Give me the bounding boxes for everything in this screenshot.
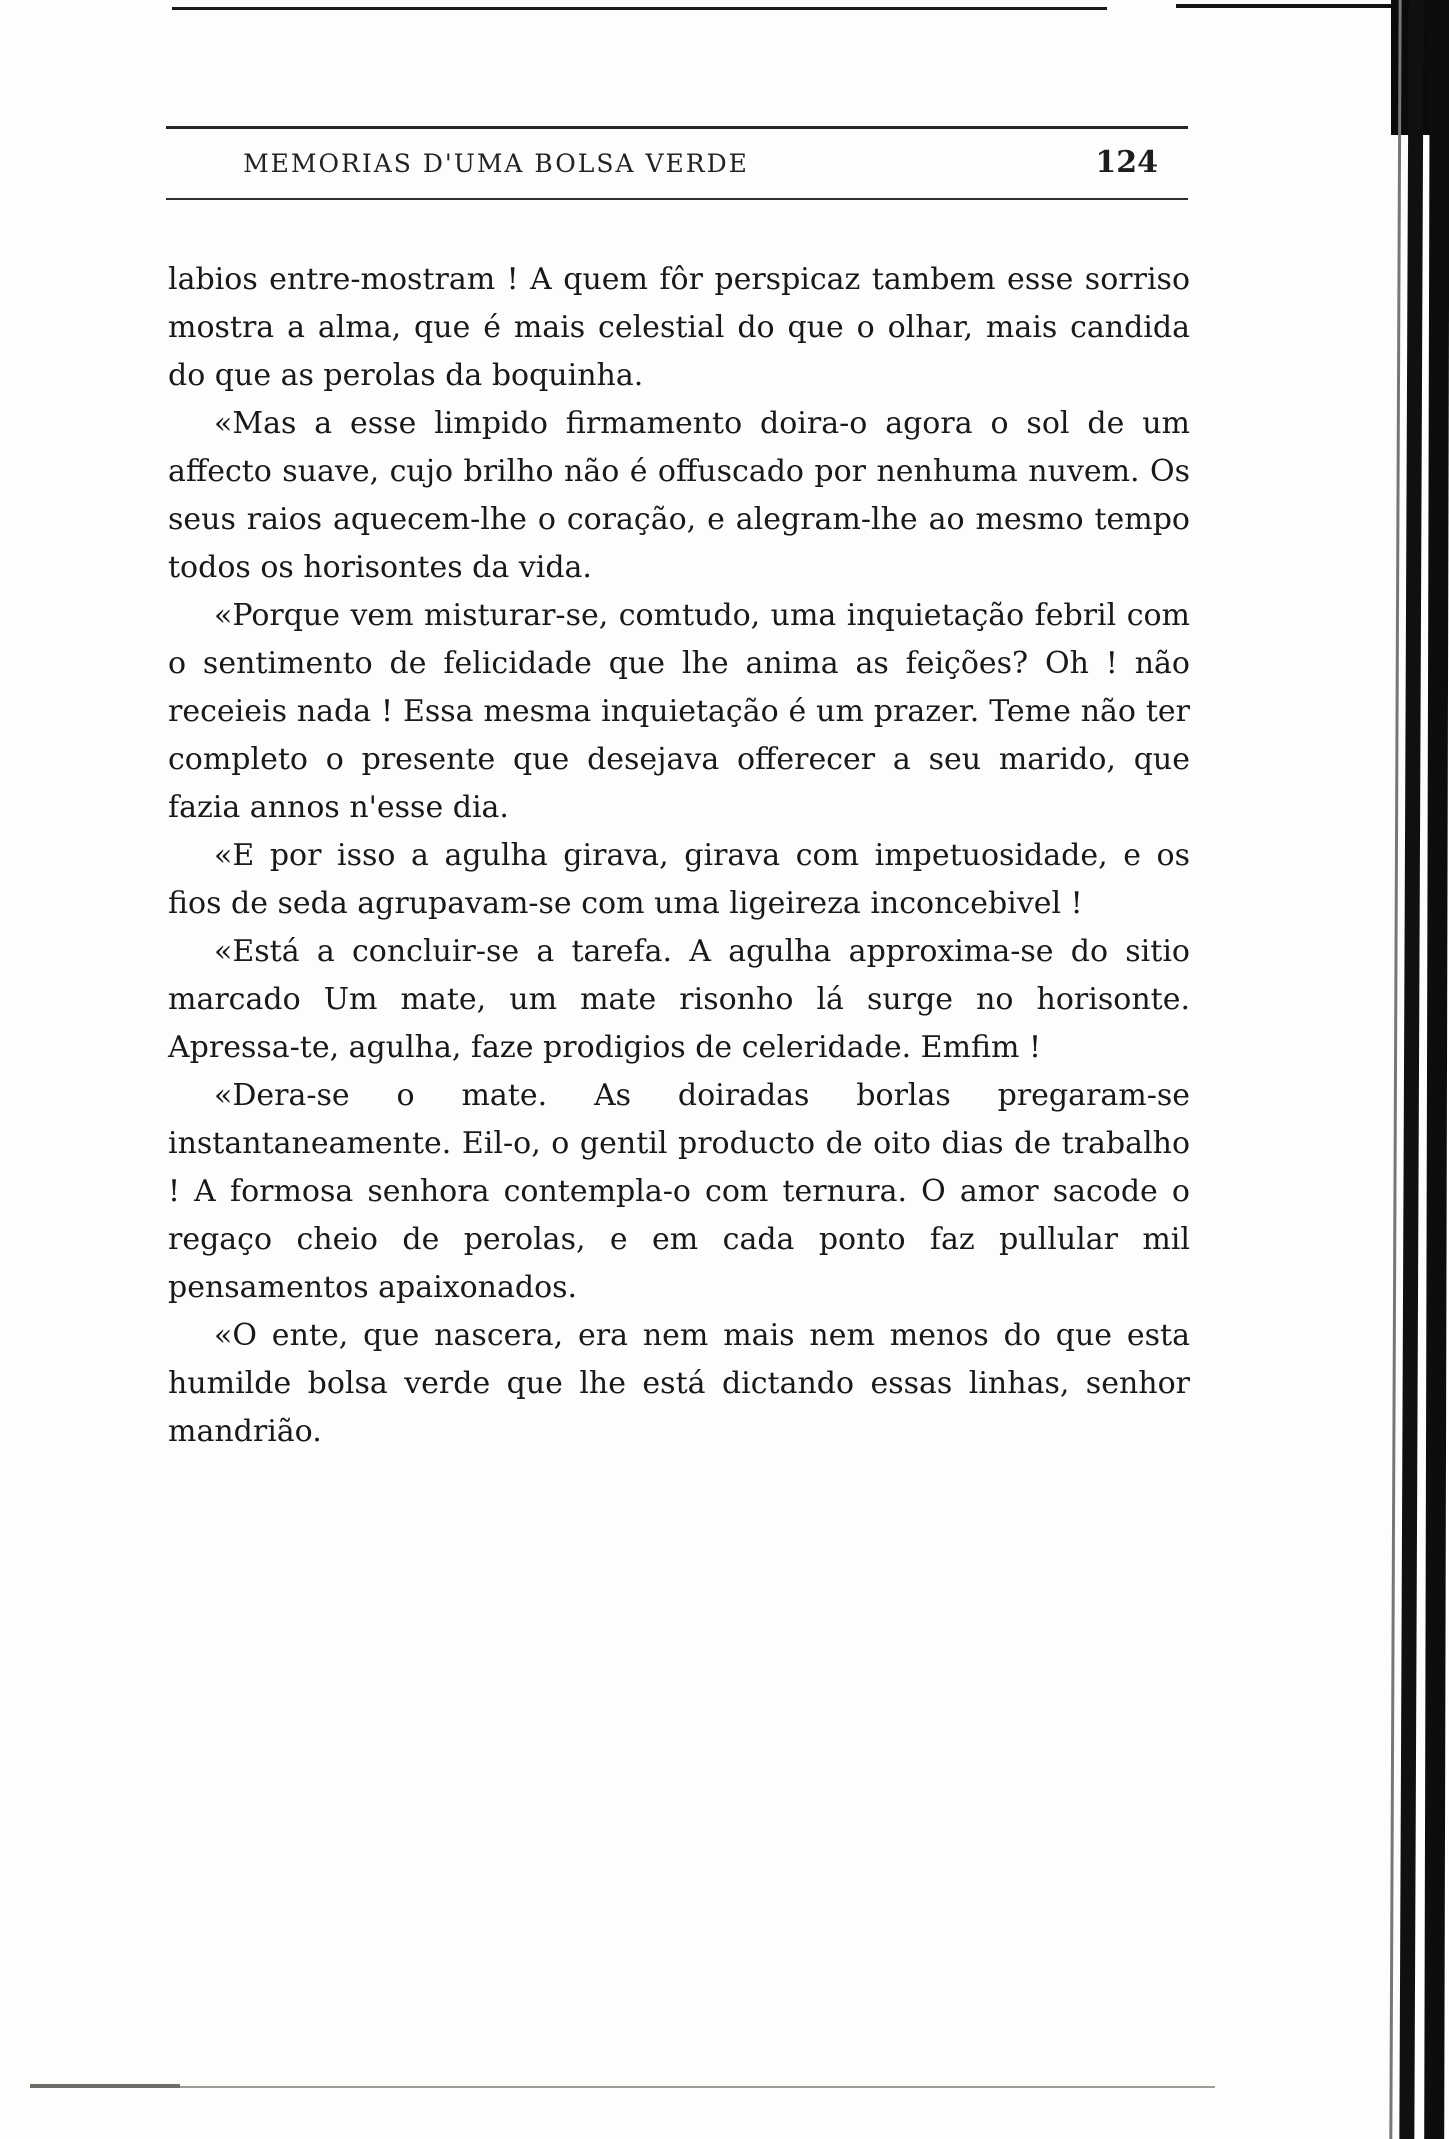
paragraph: «O ente, que nascera, era nem mais nem menos do que esta humilde bolsa verde que lhe está dictando essas linhas, senhor mandrião. (168, 1318, 1190, 1449)
paragraph: labios entre-mostram ! A quem fôr perspicaz tambem esse sorriso mostra a alma, que é mais celestial do que o olhar, mais candida do que as perolas da boquinha. (168, 262, 1190, 393)
scan-bottom-edge-line (30, 2086, 1215, 2088)
paragraph: «Dera-se o mate. As doiradas borlas pregaram-se instantaneamente. Eil-o, o gentil producto de oito dias de trabalho ! A formosa senhora contempla-o com ternura. O amor sacode o regaço cheio de perolas, e em cada ponto faz pullular mil pensamentos apaixonados. (168, 1078, 1190, 1305)
paragraph: «Porque vem misturar-se, comtudo, uma inquietação febril com o sentimento de felicidade que lhe anima as feições? Oh ! não receieis nada ! Essa mesma inquietação é um prazer. Teme não ter completo o presente que desejava offerecer a seu marido, que fazia annos n'esse dia. (168, 598, 1190, 825)
binding-shadow-outer (1424, 0, 1449, 2139)
paragraph: «E por isso a agulha girava, girava com impetuosidade, e os fios de seda agrupavam-se com uma ligeireza inconcebivel ! (168, 838, 1190, 921)
header-rule-bottom (166, 198, 1188, 200)
page-number: 124 (1095, 145, 1158, 180)
scan-top-edge-line (172, 7, 1107, 10)
book-title: MEMORIAS D'UMA BOLSA VERDE (243, 149, 749, 178)
scan-bottom-edge-dark (30, 2084, 180, 2088)
paragraph: «Está a concluir-se a tarefa. A agulha approxima-se do sitio marcado Um mate, um mate risonho lá surge no horisonte. Apressa-te, agulha, faze prodigios de celeridade. Emfim ! (168, 934, 1190, 1065)
scan-top-right-mark (1176, 4, 1391, 8)
body-text (168, 256, 1190, 1456)
header-row (166, 129, 1188, 198)
binding-shadow-inner (1399, 0, 1423, 2139)
paragraph: «Mas a esse limpido firmamento doira-o agora o sol de um affecto suave, cujo brilho não é offuscado por nenhuma nuvem. Os seus raios aquecem-lhe o coração, e alegram-lhe ao mesmo tempo todos os horisontes da vida. (168, 406, 1190, 585)
running-header (166, 126, 1188, 200)
